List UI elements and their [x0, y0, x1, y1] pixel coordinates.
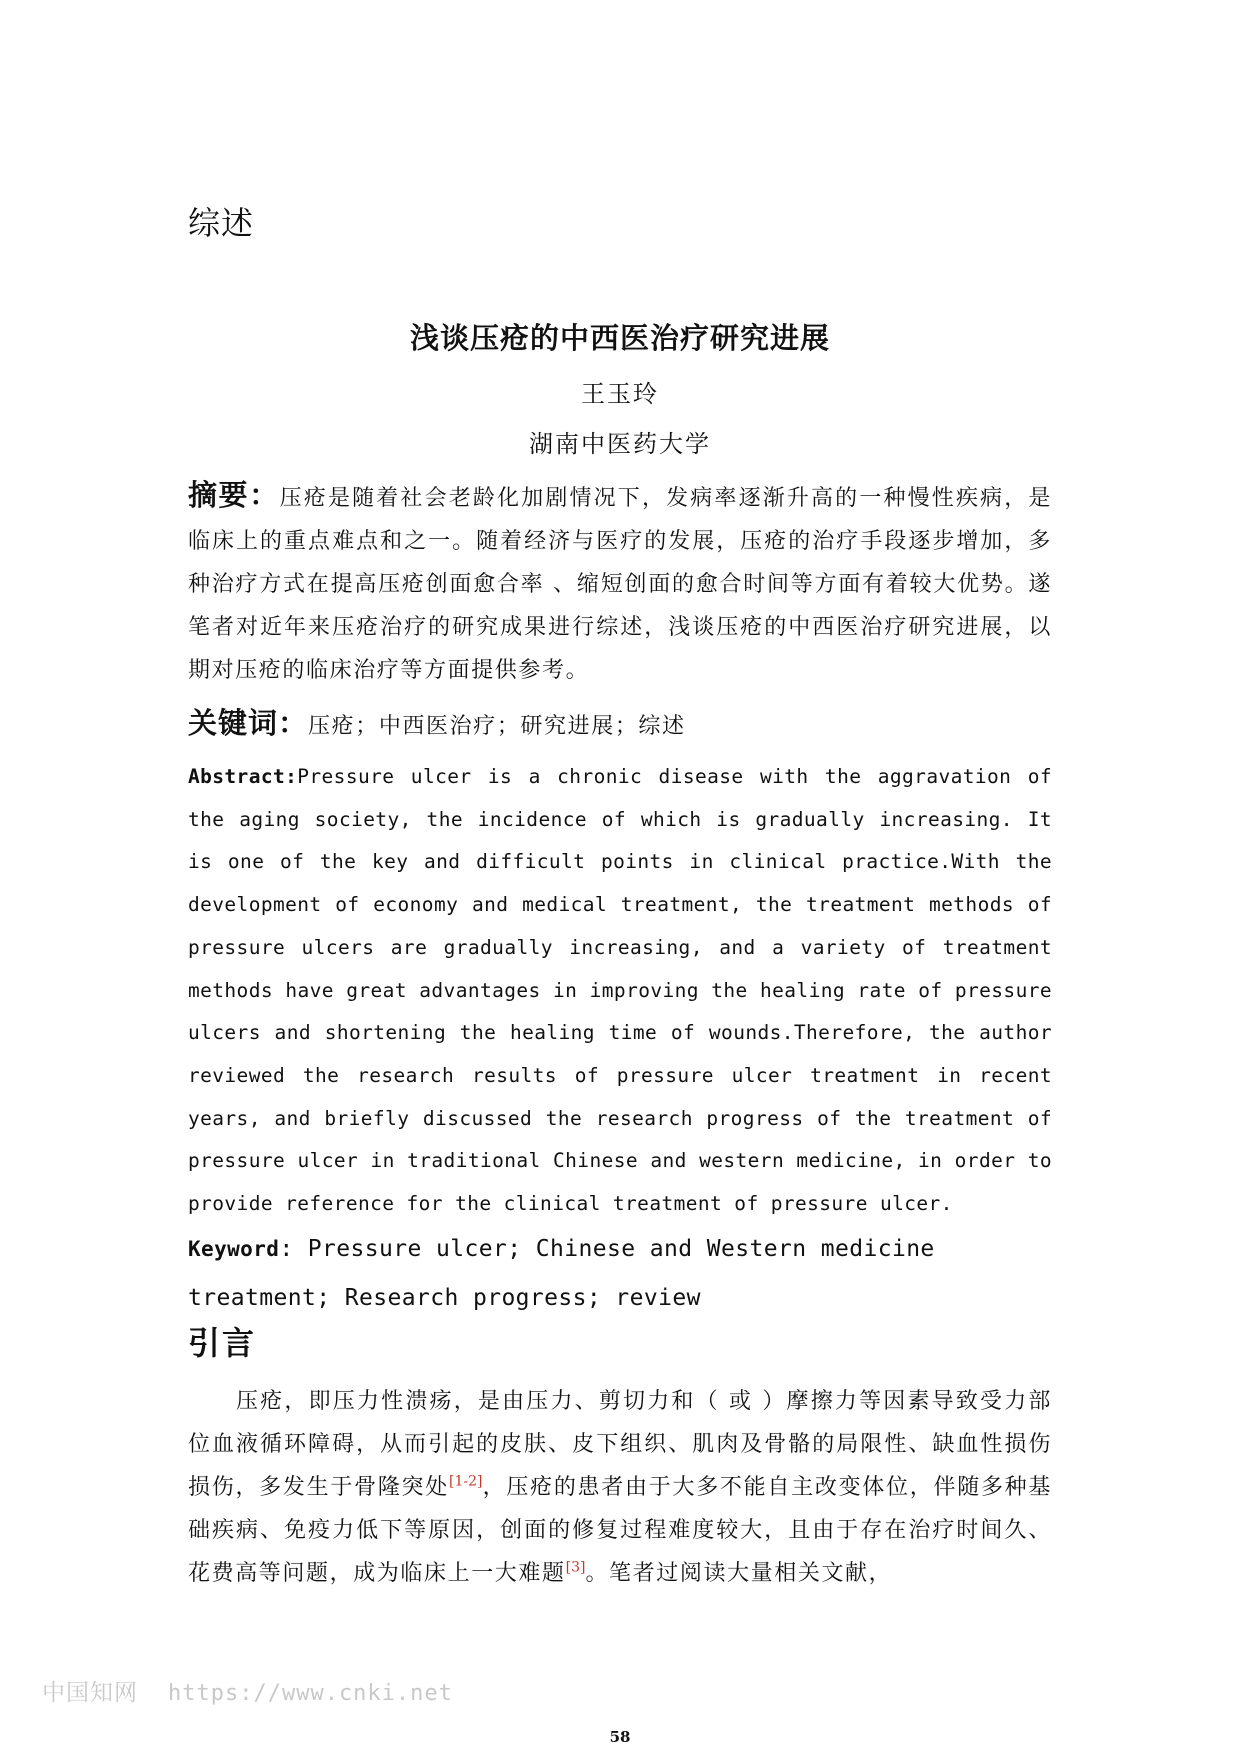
author-affiliation: 湖南中医药大学	[529, 430, 711, 458]
keywords-zh-text: 压疮；中西医治疗；研究进展；综述	[308, 714, 686, 739]
abstract-en	[188, 756, 1052, 1226]
intro-text-part3: 。笔者过阅读大量相关文献，	[585, 1561, 893, 1586]
intro-heading: 引言	[188, 1324, 257, 1362]
intro-paragraph	[188, 1380, 1052, 1595]
citation-link-3[interactable]: [3]	[565, 1559, 586, 1576]
intro-text-part1: 压疮，即压力性溃疡，是由压力、剪切力和（ 或 ）摩擦力等因素导致受力部位血液循环障碍，从而引起的皮肤、皮下组织、肌肉及骨骼的局限性、缺血性损伤损伤，多发生于骨隆突处	[188, 1389, 1052, 1500]
keywords-zh-heading: 关键词：	[188, 706, 309, 740]
author-name: 王玉玲	[581, 380, 659, 408]
citation-link-1[interactable]: [1-2]	[449, 1473, 483, 1490]
watermark-url: https://www.cnki.net	[168, 1681, 453, 1706]
intro-text-part2: ，压疮的患者由于大多不能自主改变体位，伴随多种基础疾病、免疫力低下等原因，创面的修复过程难度较大，且由于存在治疗时间久、花费高等问题，成为临床上一大难题	[188, 1475, 1052, 1586]
watermark-brand: 中国知网	[42, 1680, 138, 1706]
paper-title: 浅谈压疮的中西医治疗研究进展	[409, 321, 830, 355]
section-label: 综述	[188, 204, 255, 242]
keywords-en-heading: Keyword	[188, 1237, 280, 1261]
abstract-zh	[188, 474, 1052, 692]
page-number: 58	[609, 1728, 631, 1746]
keywords-en	[188, 1225, 1052, 1323]
abstract-en-heading: Abstract:	[188, 765, 298, 788]
keywords-en-text: : Pressure ulcer; Chinese and Western medicine treatment; Research progress; review	[188, 1236, 935, 1311]
cnki-watermark	[42, 1674, 453, 1707]
keywords-zh	[188, 702, 1052, 748]
abstract-zh-text: 压疮是随着社会老龄化加剧情况下，发病率逐渐升高的一种慢性疾病，是临床上的重点难点和之一。随着经济与医疗的发展，压疮的治疗手段逐步增加，多种治疗方式在提高压疮创面愈合率 、缩短创面的愈合时间等方面有着较大优势。遂笔者对近年来压疮治疗的研究成果进行综述，浅谈压疮的中西医治疗研究进展，以期对压疮的临床治疗等方面提供参考。	[188, 486, 1052, 683]
abstract-zh-heading: 摘要：	[188, 478, 280, 512]
abstract-en-text: Pressure ulcer is a chronic disease with the aggravation of the aging society, the incidence of which is gradually increasing. It is one of the key and difficult points in clinical practice.With the development of economy and medical treatment, the treatment methods of pressure ulcers are gradually increasing, and a variety of treatment methods have great advantages in improving the healing rate of pressure ulcers and shortening the healing time of wounds.Therefore, the author reviewed the research results of pressure ulcer treatment in recent years, and briefly discussed the research progress of the treatment of pressure ulcer in traditional Chinese and western medicine, in order to provide reference for the clinical treatment of pressure ulcer.	[188, 765, 1052, 1216]
